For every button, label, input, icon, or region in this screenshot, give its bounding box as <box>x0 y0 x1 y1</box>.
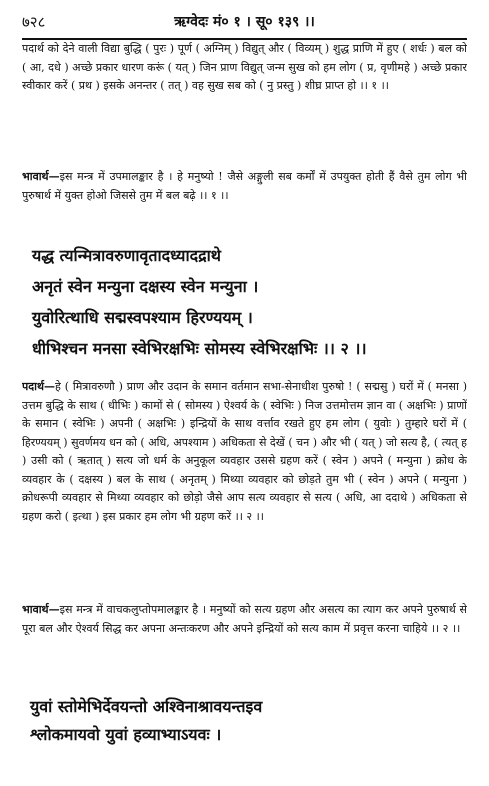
mantra-3-line-1: युवां स्तोमेभिर्देवयन्तो अश्विनाश्रावयन्तइव <box>30 697 263 716</box>
padarth-continuation: पदार्थ को देने वाली विद्या बुद्धि ( पुरः ) पूर्ण ( अग्निम् ) विद्युत् और ( विव्यम् ) शुद्ध प्राणि में हुए ( शर्धः ) बल को ( आ, दधे ) अच्छे प्रकार धारण करूं ( यत् ) जिन प्राण विद्युत् जन्म सुख को हम लोग ( प्र, वृणीमहे ) अच्छे प्रकार स्वीकार करें ( प्रथ ) इसके अनन्तर ( तत् ) वह सुख सब को ( नु प्रस्तु ) शीघ्र प्राप्त हो ।। १ ।। <box>22 42 467 92</box>
page-number: ७२८ <box>22 13 46 31</box>
mantra-2-line-3: युवोरित्थाधि सद्मस्वपश्याम हिरण्ययम् । <box>32 308 253 327</box>
padarth-2 <box>22 378 467 593</box>
bhavarth-1 <box>22 168 467 230</box>
bhavarth-2 <box>22 601 467 681</box>
bhavarth-1-label: भावार्थ— <box>22 170 60 183</box>
bhavarth-2-text: इस मन्त्र में वाचकलुप्तोपमालङ्कार है । मनुष्यों को सत्य ग्रहण और असत्य का त्याग कर अपने पुरुषार्थ से पूरा बल और ऐश्वर्य सिद्ध कर अपना अन्तःकरण और अपने इन्द्रियों को सत्य काम में प्रवृत्त करना चाहिये ।। २ ।। <box>22 603 467 635</box>
padarth-2-label: पदार्थ— <box>22 380 55 393</box>
mantra-2-line-1: यद्ध त्यन्मित्रावरुणावृतादध्यादद्राथे <box>32 246 221 265</box>
bhavarth-1-text: इस मन्त्र में उपमालङ्कार है । हे मनुष्यो ! जैसे अङ्गुली सब कर्मों में उपयुक्त होती हैं वैसे तुम लोग भी पुरुषार्थ में युक्त होओ जिससे तुम में बल बढ़े ।। १ ।। <box>22 170 467 202</box>
mantra-3-line-2: श्लोकमायवो युवां हव्याभ्याऽयवः । <box>30 725 222 744</box>
mantra-2-line-4: धीभिश्चन मनसा स्वेभिरक्षभिः सोमस्य स्वेभिरक्षभिः ।। २ ।। <box>32 339 367 358</box>
bhavarth-2-label: भावार्थ— <box>22 603 60 616</box>
mantra-2 <box>22 240 467 374</box>
page-header <box>22 10 467 36</box>
page-body <box>22 40 467 749</box>
mantra-3 <box>22 693 467 749</box>
padarth-2-text: हे ( मित्रावरुणौ ) प्राण और उदान के समान वर्तमान सभा-सेनाधीश पुरुषो ! ( सद्मसु ) घरों में ( मनसा ) उत्तम बुद्धि के साथ ( धीभिः ) कामों से ( सोमस्य ) ऐश्वर्य के ( स्वेभिः ) निज उत्तमोत्तम ज्ञान वा ( अक्षभिः ) प्राणों के समान ( स्वेभिः ) अपनी ( अक्षभिः ) इन्द्रियों के साथ वर्त्ताव रखते हुए हम लोग ( युवोः ) तुम्हारे घरों में ( हिरण्ययम् ) सुवर्णमय धन को ( अधि, अपश्याम ) अधिकता से देखें ( चन ) और भी ( यत् ) जो सत्य है, ( त्यत् ह ) उसी को ( ऋतात् ) सत्य जो धर्म के अनुकूल व्यवहार उससे ग्रहण करें ( स्वेन ) अपने ( मन्युना ) क्रोध के व्यवहार के ( दक्षस्य ) बल के साथ ( अनृतम् ) मिथ्या व्यवहार को छोड़ते तुम भी ( स्वेन ) अपने ( मन्युना ) क्रोधरूपी व्यवहार से मिथ्या व्यवहार को छोड़ो जैसे आप सत्य व्यवहार से सत्य ( अधि, आ ददाथे ) अधिकता से ग्रहण करो ( इत्था ) इस प्रकार हम लोग भी ग्रहण करें ।। २ ।। <box>22 380 467 523</box>
mantra-2-line-2: अनृतं स्वेन मन्युना दक्षस्य स्वेन मन्युना । <box>32 277 259 296</box>
running-title: ऋग्वेदः मं० १ । सू० १३९ ।। <box>174 14 315 30</box>
